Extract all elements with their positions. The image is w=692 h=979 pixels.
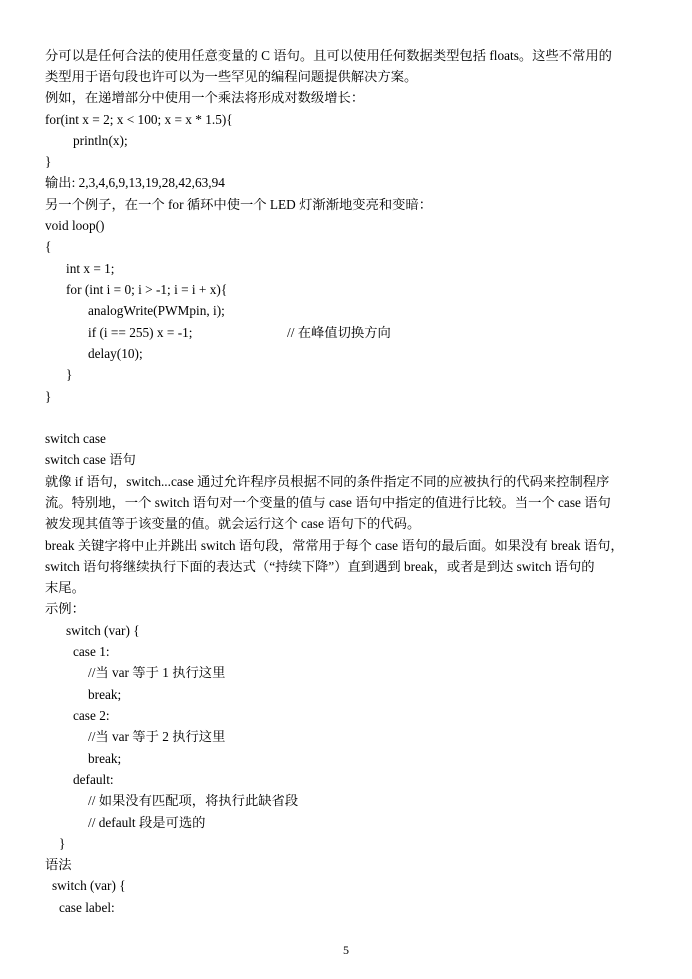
- text-line: 分可以是任何合法的使用任意变量的 C 语句。且可以使用任何数据类型包括 floats。这些不常用的: [45, 48, 612, 63]
- code-line: void loop(): [45, 218, 105, 233]
- text-line: 类型用于语句段也许可以为一些罕见的编程问题提供解决方案。: [45, 69, 418, 84]
- code-line: }: [66, 367, 73, 382]
- text-line: 被发现其值等于该变量的值。就会运行这个 case 语句下的代码。: [45, 516, 421, 531]
- page-number: 5: [343, 943, 349, 957]
- output-line: 输出: 2,3,4,6,9,13,19,28,42,63,94: [45, 175, 225, 190]
- code-line: }: [45, 389, 52, 404]
- code-line: case 2:: [73, 708, 110, 723]
- code-line: }: [59, 836, 66, 851]
- code-comment: // 在峰值切换方向: [287, 325, 391, 340]
- section-subheading: switch case 语句: [45, 452, 136, 467]
- code-line: //当 var 等于 1 执行这里: [88, 665, 226, 680]
- text-line: switch 语句将继续执行下面的表达式（“持续下降”）直到遇到 break，或者是到达 switch 语句的: [45, 559, 595, 574]
- code-line: analogWrite(PWMpin, i);: [88, 303, 225, 318]
- code-line: //当 var 等于 2 执行这里: [88, 729, 226, 744]
- code-line: case label:: [59, 900, 115, 915]
- code-line: // 如果没有匹配项，将执行此缺省段: [88, 793, 299, 808]
- code-line: int x = 1;: [66, 261, 115, 276]
- code-line: case 1:: [73, 644, 110, 659]
- code-line: break;: [88, 751, 122, 766]
- section-heading: 语法: [45, 857, 72, 872]
- code-line: // default 段是可选的: [88, 815, 206, 830]
- code-line: {: [45, 239, 52, 254]
- code-line: println(x);: [73, 133, 128, 148]
- section-heading: switch case: [45, 431, 106, 446]
- text-line: 末尾。: [45, 580, 85, 595]
- code-line: delay(10);: [88, 346, 143, 361]
- code-line: }: [45, 154, 52, 169]
- text-line: 流。特别地，一个 switch 语句对一个变量的值与 case 语句中指定的值进行比较。当一个 case 语句: [45, 495, 611, 510]
- text-line: break 关键字将中止并跳出 switch 语句段，常常用于每个 case 语句的最后面。如果没有 break 语句，: [45, 538, 624, 553]
- code-line: for(int x = 2; x < 100; x = x * 1.5){: [45, 112, 233, 127]
- code-line: break;: [88, 687, 122, 702]
- code-line: switch (var) {: [52, 878, 126, 893]
- text-line: 就像 if 语句，switch...case 通过允许程序员根据不同的条件指定不同的应被执行的代码来控制程序: [45, 474, 610, 489]
- text-line: 例如，在递增部分中使用一个乘法将形成对数级增长：: [45, 90, 365, 105]
- code-line: for (int i = 0; i > -1; i = i + x){: [66, 282, 228, 297]
- code-line: if (i == 255) x = -1;: [88, 325, 193, 340]
- code-line: switch (var) {: [66, 623, 140, 638]
- code-line: default:: [73, 772, 114, 787]
- text-line: 另一个例子，在一个 for 循环中使一个 LED 灯渐渐地变亮和变暗：: [45, 197, 433, 212]
- text-line: 示例：: [45, 601, 85, 616]
